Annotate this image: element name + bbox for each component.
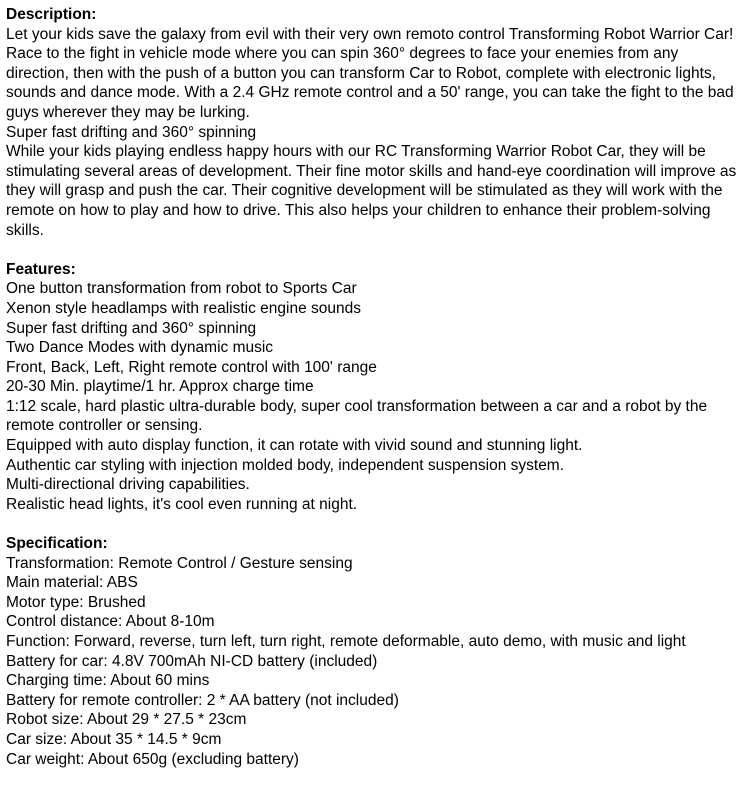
spec-item: Charging time: About 60 mins — [6, 672, 210, 690]
features-heading: Features: — [6, 260, 76, 278]
description-paragraph: While your kids playing endless happy hours with our RC Transforming Warrior Robot Car, they will be stimulating several areas of development. Their fine motor skills and hand-eye coordination will improve as they will grasp and push the car. Their cognitive development will be stimulated as they will work with the remote on how to play and how to drive. This also helps your children to enhance their problem-solving skills. — [6, 143, 737, 239]
feature-item: Authentic car styling with injection molded body, independent suspension system. — [6, 456, 565, 474]
spec-item: Function: Forward, reverse, turn left, turn right, remote deformable, auto demo, with music and light — [6, 633, 686, 650]
features-list — [6, 279, 737, 514]
spec-item: Car weight: About 650g (excluding battery) — [6, 750, 299, 768]
spec-item: Robot size: About 29 * 27.5 * 23cm — [6, 711, 247, 729]
specification-list — [6, 554, 737, 770]
description-paragraph: Super fast drifting and 360° spinning — [6, 123, 257, 141]
specification-heading: Specification: — [6, 535, 108, 553]
features-section — [6, 260, 737, 515]
feature-item: Two Dance Modes with dynamic music — [6, 339, 274, 357]
description-paragraph: Race to the fight in vehicle mode where you can spin 360° degrees to face your enemies from any direction, then with the push of a button you can transform Car to Robot, complete with electronic lights, sounds and dance mode. With a 2.4 GHz remote control and a 50' range, you can take the fight to the bad guys wherever they may be lurking. — [6, 45, 734, 121]
feature-item: Realistic head lights, it's cool even running at night. — [6, 495, 358, 513]
spec-item: Control distance: About 8-10m — [6, 613, 215, 631]
description-section — [6, 5, 737, 240]
spec-item: Main material: ABS — [6, 574, 138, 592]
feature-item: Equipped with auto display function, it can rotate with vivid sound and stunning light. — [6, 437, 583, 455]
spec-item: Car size: About 35 * 14.5 * 9cm — [6, 730, 222, 748]
description-heading: Description: — [6, 6, 97, 23]
spec-item: Battery for remote controller: 2 * AA battery (not included) — [6, 691, 399, 709]
feature-item: 20-30 Min. playtime/1 hr. Approx charge time — [6, 378, 314, 396]
spec-item: Battery for car: 4.8V 700mAh NI-CD battery (included) — [6, 652, 378, 670]
spec-item: Transformation: Remote Control / Gesture sensing — [6, 554, 353, 572]
spec-item: Motor type: Brushed — [6, 593, 146, 611]
feature-item: Xenon style headlamps with realistic engine sounds — [6, 299, 361, 317]
feature-item: Multi-directional driving capabilities. — [6, 476, 250, 494]
feature-item: 1:12 scale, hard plastic ultra-durable body, super cool transformation between a car and a robot by the remote controller or sensing. — [6, 397, 708, 435]
specification-section — [6, 534, 737, 769]
feature-item: Front, Back, Left, Right remote control with 100' range — [6, 358, 377, 376]
feature-item: Super fast drifting and 360° spinning — [6, 319, 257, 337]
section-spacer — [6, 514, 737, 534]
section-spacer — [6, 240, 737, 260]
description-paragraph: Let your kids save the galaxy from evil with their very own remoto control Transforming Robot Warrior Car! — [6, 25, 734, 43]
feature-item: One button transformation from robot to Sports Car — [6, 280, 357, 298]
